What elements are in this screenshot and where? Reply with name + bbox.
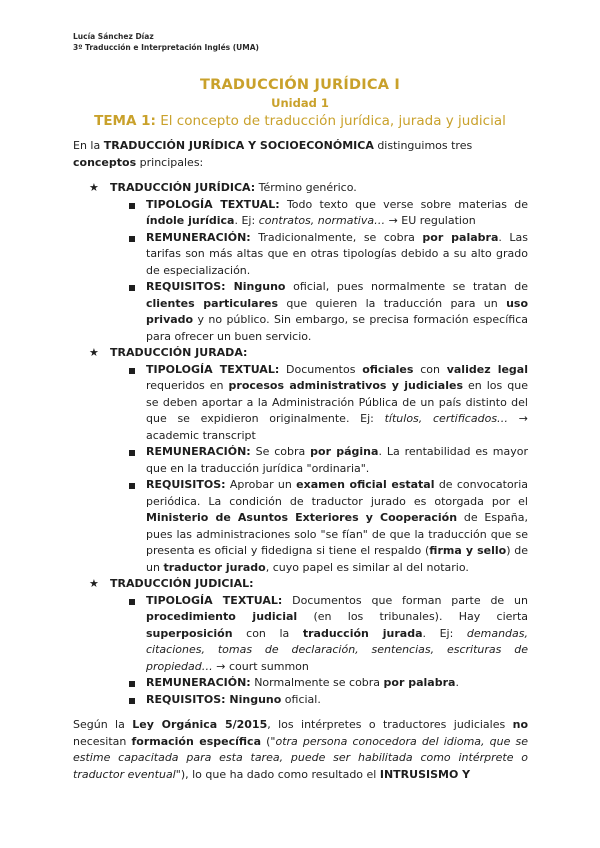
- square-bullet-icon: [129, 599, 135, 605]
- document-title: TRADUCCIÓN JURÍDICA I: [200, 77, 400, 93]
- topic-label: TEMA 1:: [94, 113, 156, 129]
- jurada-tipologia-item: TIPOLOGÍA TEXTUAL: Documentos oficiales con validez legal requeridos en procesos administrativos y judiciales en los que se deben aportar a la Administración Pública de un país distinto del que se expidieron originalmente. Ej: títulos, certificados… → academic transcript: [73, 362, 528, 445]
- topic-heading: [0, 113, 600, 129]
- jurada-remuneracion-item: REMUNERACIÓN: Se cobra por página. La rentabilidad es mayor que en la traducción jurídica "ordinaria".: [73, 444, 528, 477]
- page-header: [73, 31, 259, 53]
- star-bullet-icon: ★: [89, 577, 99, 590]
- judicial-remuneracion-item: REMUNERACIÓN: Normalmente se cobra por palabra.: [73, 675, 528, 692]
- law-paragraph: Según la Ley Orgánica 5/2015, los intérpretes o traductores judiciales no necesitan formación específica ("otra persona conocedora del idioma, que se estime capacitada para esta tarea, puede ser habilitada como intérprete o traductor eventual"), lo que ha dado como resultado el INTRUSISMO Y: [73, 718, 529, 781]
- star-bullet-icon: ★: [89, 181, 99, 194]
- judicial-tipologia-item: TIPOLOGÍA TEXTUAL: Documentos que forman parte de un procedimiento judicial (en los tribunales). Hay cierta superposición con la traducción jurada. Ej: demandas, citaciones, tomas de declaración, sentencias, escrituras de propiedad… → court summon: [73, 593, 528, 676]
- juridica-requisitos-item: REQUISITOS: Ninguno oficial, pues normalmente se tratan de clientes particulares que quieren la traducción para un uso privado y no público. Sin embargo, se precisa formación específica para ofrecer un buen servicio.: [73, 279, 528, 345]
- section-jurada-heading: ★ TRADUCCIÓN JURADA:: [73, 345, 528, 362]
- square-bullet-icon: [129, 681, 135, 687]
- square-bullet-icon: [129, 698, 135, 704]
- square-bullet-icon: [129, 450, 135, 456]
- jurada-requisitos-item: REQUISITOS: Aprobar un examen oficial estatal de convocatoria periódica. La condición de traductor jurado es otorgada por el Ministerio de Asuntos Exteriores y Cooperación de España, pues las administraciones solo "se fían" de que la traducción que se presenta es oficial y fidedigna si tiene el respaldo (firma y sello) de un traductor jurado, cuyo papel es similar al del notario.: [73, 477, 528, 576]
- star-bullet-icon: ★: [89, 346, 99, 359]
- author-name: Lucía Sánchez Díaz: [73, 32, 154, 41]
- juridica-remuneracion-item: REMUNERACIÓN: Tradicionalmente, se cobra por palabra. Las tarifas son más altas que en otras tipologías debido a su alto grado de especialización.: [73, 230, 528, 280]
- intro-paragraph: En la TRADUCCIÓN JURÍDICA Y SOCIOECONÓMICA distinguimos tres conceptos principales:: [73, 139, 473, 169]
- document-body: [73, 138, 528, 783]
- juridica-tipologia-item: TIPOLOGÍA TEXTUAL: Todo texto que verse sobre materias de índole jurídica. Ej: contratos, normativa… → EU regulation: [73, 197, 528, 230]
- unit-subtitle: Unidad 1: [271, 96, 329, 110]
- square-bullet-icon: [129, 368, 135, 374]
- section-juridica-heading: ★ TRADUCCIÓN JURÍDICA: Término genérico.: [73, 180, 528, 197]
- square-bullet-icon: [129, 483, 135, 489]
- square-bullet-icon: [129, 203, 135, 209]
- section-judicial-heading: ★ TRADUCCIÓN JUDICIAL:: [73, 576, 528, 593]
- judicial-requisitos-item: REQUISITOS: Ninguno oficial.: [73, 692, 528, 709]
- square-bullet-icon: [129, 236, 135, 242]
- course-name: 3º Traducción e Interpretación Inglés (UMA): [73, 43, 259, 52]
- topic-text: El concepto de traducción jurídica, jurada y judicial: [155, 113, 506, 129]
- square-bullet-icon: [129, 285, 135, 291]
